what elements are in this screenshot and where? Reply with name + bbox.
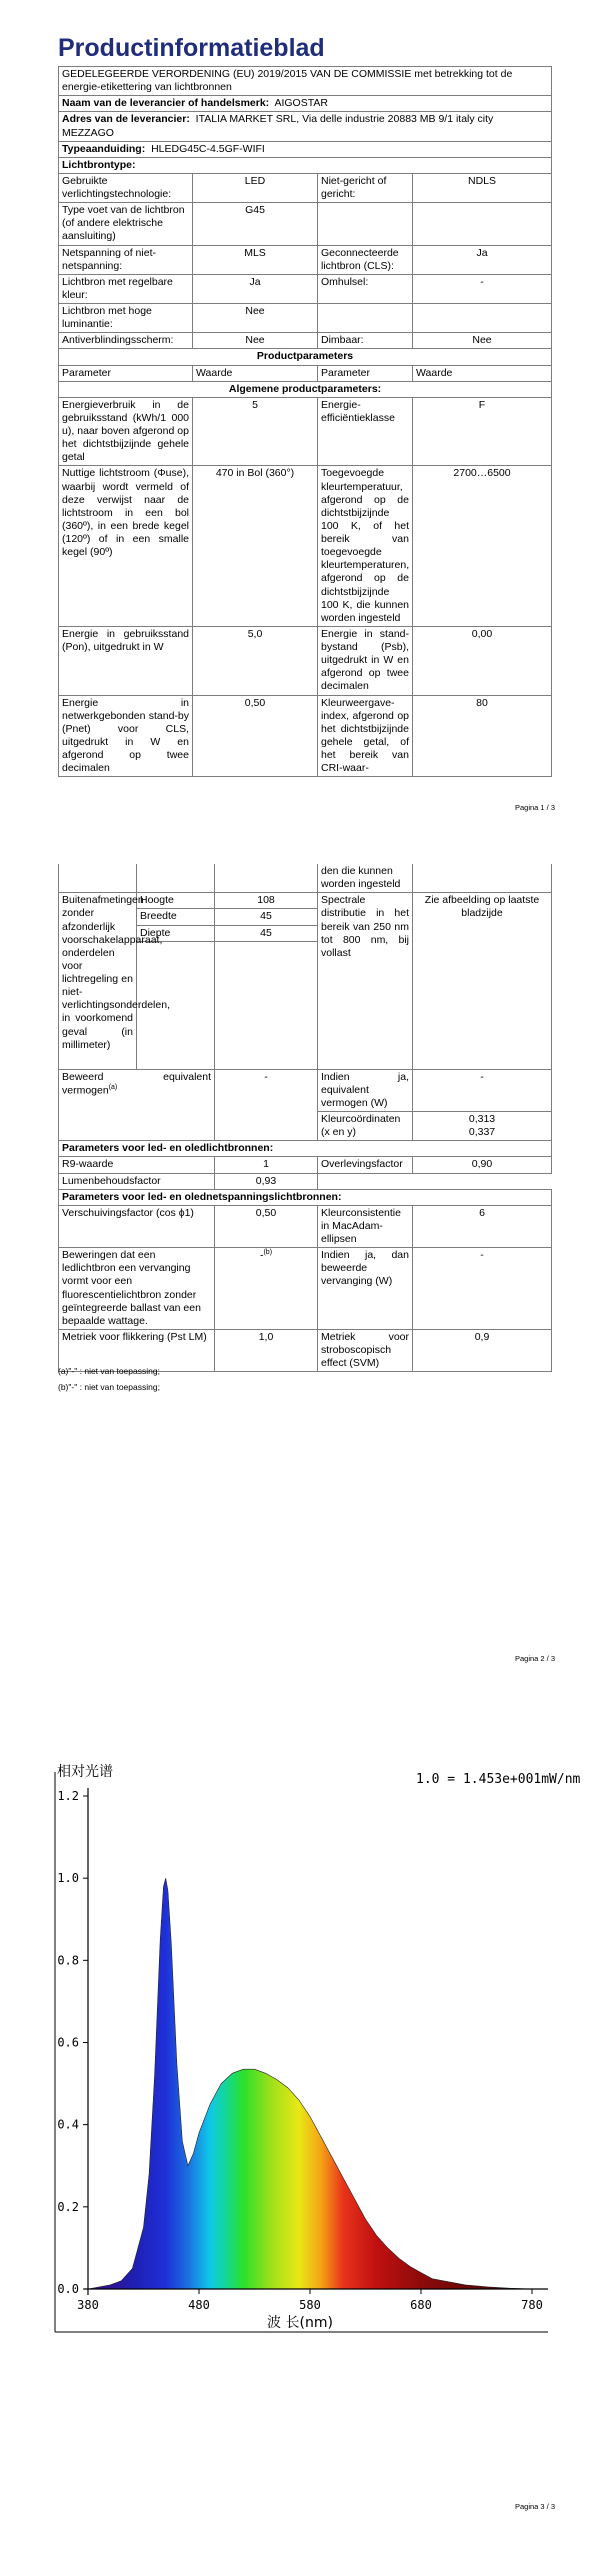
x-tick-label: 380 [77, 2298, 99, 2312]
spectral-label: Spectrale distributie in het bereik van 250 nm tot 800 nm, bij vollast [318, 893, 413, 1069]
dim-value: 45 [215, 925, 318, 941]
param-label: Energieverbruik in de gebruiksstand (kWh/1 000 u), naar boven afgerond op het dichtstbijzijnde gehele getal [59, 397, 193, 466]
row-label: Antiverblindingsscherm: [59, 333, 193, 349]
lightsource-type-label: Lichtbrontype: [59, 157, 552, 173]
regulation-text: GEDELEGEERDE VERORDENING (EU) 2019/2015 VAN DE COMMISSIE met betrekking tot de energie-etikettering van lichtbronnen [59, 67, 552, 96]
param-label: den die kunnen worden ingesteld [318, 864, 413, 893]
supplier-name-label: Naam van de leverancier of handelsmerk: [62, 97, 270, 110]
dim-value: 108 [215, 893, 318, 909]
chart-scale-note: 1.0 = 1.453e+001mW/nm [416, 1772, 581, 1787]
param-label: Energie-efficiëntieklasse [318, 397, 413, 466]
row-value [413, 203, 552, 245]
y-tick-label: 0.6 [57, 2035, 79, 2050]
param-label: Kleurweergave-index, afgerond op het dichtstbijzijnde gehele getal, of het bereik van CRI-waar- [318, 695, 413, 777]
chart-title: 相对光谱 [57, 1764, 113, 1780]
param-label: Energie in netwerkgebonden stand-by (Pnet) voor CLS, uitgedrukt in W en afgerond op twee decimalen [59, 695, 193, 777]
pf-value: 0,50 [215, 1205, 318, 1247]
dim-value: 45 [215, 909, 318, 925]
survival-value: 0,90 [413, 1157, 552, 1173]
row-label [318, 203, 413, 245]
row-label: Lichtbron met regelbare kleur: [59, 274, 193, 303]
spectrum-chart [0, 1772, 603, 2392]
chroma-x: 0,313 [468, 1113, 496, 1125]
r9-value: 1 [215, 1157, 318, 1173]
row-value: Nee [413, 333, 552, 349]
row-value: Nee [193, 333, 318, 349]
param-value: 2700…6500 [413, 466, 552, 627]
led-params-heading: Parameters voor led- en oledlichtbronnen: [59, 1141, 552, 1157]
chromaticity-label: Kleurcoördinaten (x en y) [318, 1112, 413, 1141]
spectrum-area [88, 1878, 532, 2289]
product-params-heading: Productparameters [59, 349, 552, 365]
x-tick-label: 580 [299, 2298, 321, 2312]
dim-name: Diepte [137, 925, 215, 941]
supplier-name: AIGOSTAR [274, 97, 328, 110]
col-header-value: Waarde [413, 365, 552, 381]
row-value: G45 [193, 203, 318, 245]
row-value: NDLS [413, 173, 552, 202]
general-params-heading: Algemene productparameters: [59, 381, 552, 397]
row-label: Lichtbron met hoge luminantie: [59, 304, 193, 333]
row-label [318, 304, 413, 333]
x-axis-label: 波 长(nm) [267, 2315, 333, 2331]
spectral-value: Zie afbeelding op laatste bladzijde [413, 893, 552, 1069]
param-value: 0,00 [413, 626, 552, 695]
page-1 [0, 0, 603, 836]
row-value [413, 304, 552, 333]
x-tick-label: 780 [521, 2298, 543, 2312]
param-label: Nuttige lichtstroom (Φuse), waarbij wordt vermeld of deze verwijst naar de lichtstroom in een bol (360º), in een brede kegel (120º) of in een smalle kegel (90º) [59, 466, 193, 627]
row-value: Nee [193, 304, 318, 333]
param-value: 470 in Bol (360°) [193, 466, 318, 627]
r9-label: R9-waarde [59, 1157, 215, 1173]
supplier-address-row [59, 112, 552, 141]
col-header-param: Parameter [318, 365, 413, 381]
retrofit-value [215, 1248, 318, 1330]
supplier-address-label: Adres van de leverancier: [62, 113, 190, 126]
row-label: Niet-gericht of gericht: [318, 173, 413, 202]
row-value: LED [193, 173, 318, 202]
product-info-table-continued [58, 864, 552, 1372]
row-label: Gebruikte verlichtingstechnologie: [59, 173, 193, 202]
dim-name: Breedte [137, 909, 215, 925]
param-label: Energie in stand-bystand (Psb), uitgedrukt in W en afgerond op twee decimalen [318, 626, 413, 695]
supplier-name-row [59, 96, 552, 112]
row-value: Ja [193, 274, 318, 303]
macadam-value: 6 [413, 1205, 552, 1247]
pf-label: Verschuivingsfactor (cos ϕ1) [59, 1205, 215, 1247]
retrofit-label: Beweringen dat een ledlichtbron een vervanging vormt voor een fluorescentielichtbron zonder geïntegreerde ballast van een bepaalde wattage. [59, 1248, 215, 1330]
row-label: Type voet van de lichtbron (of andere elektrische aansluiting) [59, 203, 193, 245]
y-tick-label: 1.2 [57, 1789, 79, 1803]
lumen-value: 0,93 [215, 1173, 318, 1189]
y-tick-label: 0.8 [57, 1953, 79, 1968]
lumen-label: Lumenbehoudsfactor [59, 1173, 215, 1189]
mains-params-heading: Parameters voor led- en olednetspanningslichtbronnen: [59, 1189, 552, 1205]
param-value: 5,0 [193, 626, 318, 695]
y-tick-label: 0.2 [57, 2199, 79, 2214]
equiv-power-label: Indien ja, equivalent vermogen (W) [318, 1069, 413, 1111]
page-3 [0, 1672, 603, 2560]
footnote-mark: (b) [263, 1249, 273, 1257]
page-2 [0, 836, 603, 1672]
page-break-mask [50, 782, 560, 836]
strobo-label: Metriek voor stroboscopisch effect (SVM) [318, 1329, 413, 1371]
col-header-value: Waarde [193, 365, 318, 381]
macadam-label: Kleurconsistentie in MacAdam-ellipsen [318, 1205, 413, 1247]
retrofit-yes-label: Indien ja, dan beweerde vervanging (W) [318, 1248, 413, 1330]
row-value: MLS [193, 245, 318, 274]
x-tick-label: 480 [188, 2298, 210, 2312]
chromaticity-value [413, 1112, 552, 1141]
param-value: 0,50 [193, 695, 318, 777]
row-value: - [413, 274, 552, 303]
flicker-value: 1,0 [215, 1329, 318, 1371]
param-value: F [413, 397, 552, 466]
flicker-label: Metriek voor flikkering (Pst LM) [59, 1329, 215, 1371]
retrofit-dash: - [259, 1249, 264, 1262]
dim-name: Hoogte [137, 893, 215, 909]
page-number: Pagina 1 / 3 [514, 803, 555, 812]
claimed-power-label [59, 1069, 215, 1141]
supplier-address: ITALIA MARKET SRL, Via delle industrie 20883 MB 9/1 italy city MEZZAGO [62, 113, 494, 139]
survival-label: Overlevingsfactor [318, 1157, 413, 1173]
footnote-b: (b)"-" : niet van toepassing; [58, 1382, 160, 1392]
product-info-table [58, 66, 552, 777]
dimensions-label: Buitenafmetingen zonder afzonderlijk voorschakelapparaat, onderdelen voor lichtregeling en niet-verlichtingsonderdelen, in voorkomend geval (in millimeter) [59, 893, 137, 1069]
page-number: Pagina 3 / 3 [514, 2502, 555, 2511]
claimed-power-text: Beweerd equivalent vermogen [62, 1070, 211, 1097]
footnote-a: (a)"-" : niet van toepassing; [58, 1366, 160, 1376]
model-id: HLEDG45C-4.5GF-WIFI [151, 142, 265, 155]
row-value: Ja [413, 245, 552, 274]
x-tick-label: 680 [410, 2298, 432, 2312]
model-label: Typeaanduiding: [62, 142, 146, 155]
row-label: Geconnecteerde lichtbron (CLS): [318, 245, 413, 274]
col-header-param: Parameter [59, 365, 193, 381]
y-tick-label: 0.0 [57, 2282, 79, 2296]
param-value: 5 [193, 397, 318, 466]
row-label: Dimbaar: [318, 333, 413, 349]
y-tick-label: 1.0 [57, 1871, 79, 1886]
page-title: Productinformatieblad [58, 34, 325, 62]
param-label: Toegevoegde kleurtemperatuur, afgerond op de dichtstbijzijnde 100 K, of het bereik van toegevoegde kleurtemperaturen, afgerond op de dichtstbijzijnde 100 K, die kunnen worden ingesteld [318, 466, 413, 627]
param-label: Energie in gebruiksstand (Pon), uitgedrukt in W [59, 626, 193, 695]
y-tick-label: 0.4 [57, 2117, 79, 2132]
param-value: 80 [413, 695, 552, 777]
row-label: Omhulsel: [318, 274, 413, 303]
retrofit-yes-value: - [413, 1248, 552, 1330]
row-label: Netspanning of niet-netspanning: [59, 245, 193, 274]
model-row [59, 141, 552, 157]
claimed-power-value: - [215, 1069, 318, 1141]
strobo-value: 0,9 [413, 1329, 552, 1371]
footnote-mark: (a) [108, 1083, 118, 1091]
chroma-y: 0,337 [468, 1126, 496, 1139]
equiv-power-value: - [413, 1069, 552, 1111]
page-number: Pagina 2 / 3 [514, 1654, 555, 1663]
